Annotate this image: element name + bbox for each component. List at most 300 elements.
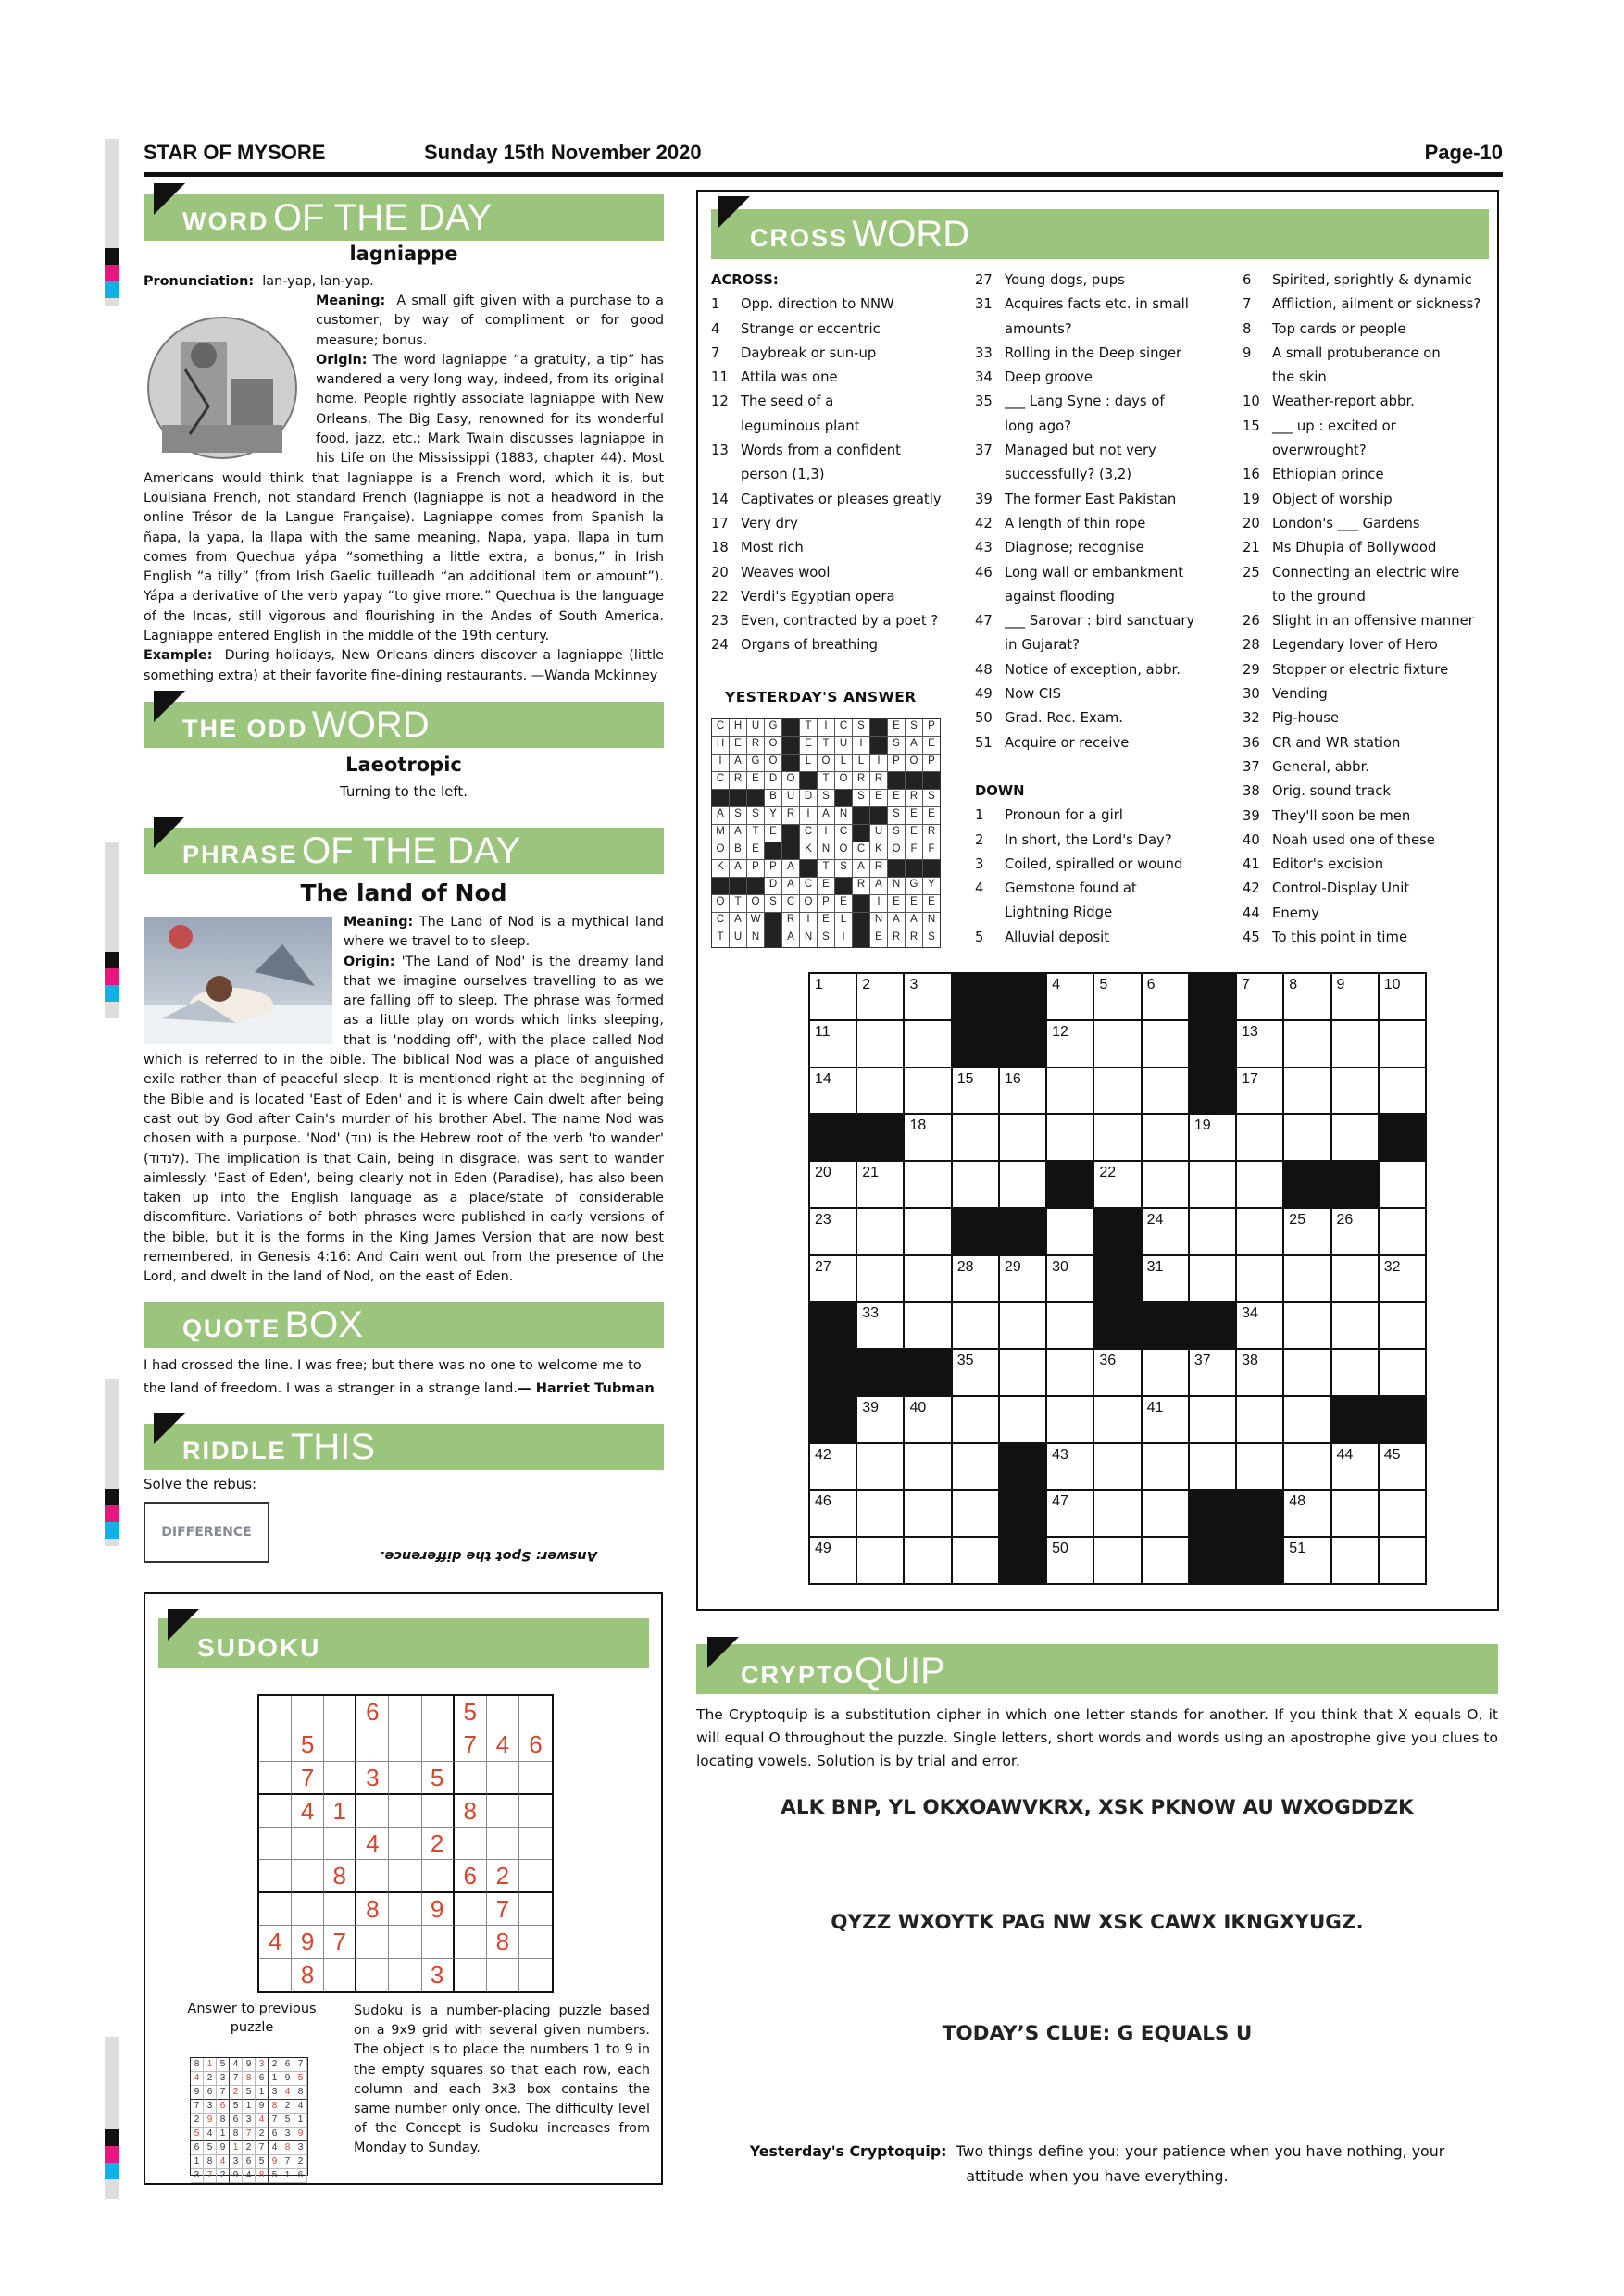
answer-cell: S [835,860,852,877]
crossword-block [1332,1397,1378,1442]
crossword-block [1237,1491,1282,1536]
sudoku-cell[interactable]: 5 [455,1696,487,1728]
sudoku-cell[interactable] [519,1828,552,1860]
sudoku-cell[interactable]: 4 [259,1926,292,1958]
crossword-cell[interactable] [1380,1491,1425,1536]
answer-block [853,825,869,842]
crossword-cell[interactable] [1000,1162,1045,1207]
sudoku-cell[interactable] [356,1926,389,1958]
sudoku-cell[interactable] [292,1893,324,1926]
sudoku-cell[interactable] [422,1728,455,1761]
crossword-cell[interactable] [1190,1397,1235,1442]
crossword-cell[interactable] [1332,1350,1378,1395]
crossword-cell[interactable]: 45 [1380,1444,1425,1490]
crossword-cell[interactable] [1237,1444,1282,1490]
crossword-cell[interactable] [1143,1115,1188,1160]
crossword-cell[interactable] [1143,1162,1188,1207]
crossword-cell[interactable]: 31 [1143,1256,1188,1302]
sudoku-cell[interactable] [259,1696,292,1728]
previous-sudoku-cell: 5 [243,2086,256,2100]
answer-cell: I [800,807,817,824]
crossword-cell[interactable] [1380,1209,1425,1254]
answer-cell: S [818,790,834,806]
crossword-cell[interactable]: 6 [1143,974,1188,1019]
answer-cell: S [888,825,905,842]
crossword-cell[interactable]: 22 [1094,1162,1140,1207]
answer-cell: T [747,825,764,842]
answer-cell: A [712,807,729,824]
crossword-block [810,1350,856,1395]
crossword-cell[interactable] [1284,1256,1330,1302]
crossword-cell[interactable] [1332,1491,1378,1536]
crossword-cell[interactable]: 35 [953,1350,998,1395]
clue-item: 45 To this point in time [1243,930,1408,946]
crossword-cell[interactable]: 47 [1047,1491,1093,1536]
crossword-cell[interactable] [905,1444,950,1490]
crossword-cell[interactable] [1143,1021,1188,1067]
crossword-cell[interactable] [1284,1115,1330,1160]
sudoku-cell[interactable] [389,1795,421,1828]
crossword-cell[interactable] [905,1068,950,1114]
crossword-cell[interactable] [1047,1397,1093,1442]
answer-cell: O [765,755,781,771]
answer-cell: I [870,755,887,771]
crossword-cell[interactable] [1332,1021,1378,1067]
crossword-cell[interactable] [1000,1303,1045,1348]
answer-cell: F [923,842,940,859]
crossword-block [1000,1444,1045,1490]
crossword-cell[interactable]: 27 [810,1256,856,1302]
sudoku-cell[interactable]: 2 [422,1828,455,1860]
sudoku-cell[interactable]: 9 [422,1893,455,1926]
crossword-cell[interactable]: 16 [1000,1068,1045,1114]
sudoku-cell[interactable]: 7 [292,1762,324,1795]
sudoku-cell[interactable] [292,1860,324,1893]
crossword-cell[interactable]: 34 [1237,1303,1282,1348]
sudoku-cell[interactable] [389,1828,421,1860]
answer-cell: T [818,860,834,877]
banner-corner-icon [168,1609,199,1641]
banner-corner-icon [154,183,185,215]
crossword-cell[interactable]: 8 [1284,974,1330,1019]
crossword-cell[interactable] [1380,1021,1425,1067]
crossword-cell[interactable]: 4 [1047,974,1093,1019]
sudoku-cell[interactable] [455,1762,487,1795]
sudoku-cell[interactable] [389,1762,421,1795]
sudoku-cell[interactable] [519,1860,552,1893]
crossword-cell[interactable] [1284,1068,1330,1114]
crossword-cell[interactable] [1094,1444,1140,1490]
sudoku-cell[interactable]: 8 [455,1795,487,1828]
sudoku-instructions: Sudoku is a number-placing puzzle based on a 9x9 grid with several given numbers. The object is to place the numbers 1 to 9 in the empty squares so that each row, each column and each 3x3 box contains the same number only once. The difficulty level of the Concept is Sudoku increases from Monday to Sunday. [354,2003,650,2156]
sudoku-cell[interactable] [356,1860,389,1893]
phrase-title: The land of Nod [300,880,507,906]
sudoku-cell[interactable] [292,1696,324,1728]
crossword-cell[interactable] [857,1068,903,1114]
issue-date: Sunday 15th November 2020 [424,141,702,164]
sudoku-cell[interactable]: 1 [324,1795,356,1828]
crossword-cell[interactable]: 39 [857,1397,903,1442]
crossword-cell[interactable] [857,1491,903,1536]
answer-cell: A [906,737,922,754]
crossword-cell[interactable]: 21 [857,1162,903,1207]
crossword-cell[interactable]: 15 [953,1068,998,1114]
sudoku-cell[interactable] [519,1696,552,1728]
across-clues-col1: ACROSS: 1 Opp. direction to NNW 4 Strange or eccentric 7 Daybreak or sun-up 11 Attila was one 12 The seed of a leguminous plant 13 Words from a confident person (1,3) 14 Captivates or pleases greatly 17 Very dry 18 Most rich 20 Weaves wool 22 Verdi's Egyptian opera 23 Even, contracted by a poet ? 24 Organs of breathing [711,268,980,658]
crossword-cell[interactable] [1380,1303,1425,1348]
crossword-cell[interactable] [1190,1162,1235,1207]
crossword-cell[interactable]: 46 [810,1491,856,1536]
sudoku-cell[interactable] [422,1926,455,1958]
answer-cell: E [906,825,922,842]
sudoku-cell[interactable] [356,1959,389,1991]
crossword-cell[interactable] [1094,1491,1140,1536]
sudoku-cell[interactable] [519,1795,552,1828]
answer-cell: C [712,913,729,930]
crossword-cell[interactable]: 7 [1237,974,1282,1019]
crossword-cell[interactable]: 10 [1380,974,1425,1019]
crossword-cell[interactable] [857,1021,903,1067]
crossword-cell[interactable]: 5 [1094,974,1140,1019]
answer-cell: S [853,719,869,736]
answer-cell: I [818,825,834,842]
crossword-cell[interactable]: 44 [1332,1444,1378,1490]
answer-cell: Y [765,807,781,824]
crossword-cell[interactable]: 32 [1380,1256,1425,1302]
crossword-cell[interactable] [1237,1115,1282,1160]
crossword-cell[interactable] [1190,1444,1235,1490]
crossword-cell[interactable] [905,1209,950,1254]
sudoku-cell[interactable] [389,1959,421,1991]
sudoku-cell[interactable]: 3 [356,1762,389,1795]
answer-block [923,860,940,877]
sudoku-cell[interactable] [422,1696,455,1728]
answer-cell: S [923,930,940,947]
sudoku-cell[interactable] [519,1926,552,1958]
crossword-cell[interactable] [1380,1068,1425,1114]
crossword-cell[interactable] [1237,1209,1282,1254]
sudoku-cell[interactable]: 4 [292,1795,324,1828]
sudoku-cell[interactable] [259,1959,292,1991]
crossword-cell[interactable]: 25 [1284,1209,1330,1254]
sudoku-cell[interactable] [324,1696,356,1728]
sudoku-cell[interactable] [259,1728,292,1761]
crossword-cell[interactable]: 33 [857,1303,903,1348]
answer-cell: R [888,930,905,947]
clue-item: 11 Attila was one [711,369,838,386]
crossword-cell[interactable]: 49 [810,1538,856,1583]
sudoku-cell[interactable] [259,1795,292,1828]
sudoku-cell[interactable] [356,1795,389,1828]
answer-cell: R [853,878,869,894]
sudoku-cell[interactable] [292,1828,324,1860]
crossword-cell[interactable]: 40 [905,1397,950,1442]
crossword-cell[interactable]: 48 [1284,1491,1330,1536]
answer-cell: O [818,755,834,771]
clue-item: 4 Strange or eccentric [711,320,881,337]
crossword-cell[interactable] [1332,1303,1378,1348]
sudoku-cell[interactable]: 8 [324,1860,356,1893]
answer-cell: D [765,878,781,894]
answer-block [765,913,781,930]
cryptoquip-banner: CRYPTOQUIP [696,1644,1498,1694]
previous-sudoku-cell: 8 [243,2072,256,2086]
answer-cell: A [782,860,799,877]
sudoku-cell[interactable]: 8 [292,1959,324,1991]
crossword-cell[interactable] [1380,1162,1425,1207]
crossword-cell[interactable] [953,1397,998,1442]
crossword-cell[interactable] [1047,1303,1093,1348]
crossword-cell[interactable] [1332,1256,1378,1302]
sudoku-cell[interactable] [487,1795,519,1828]
crossword-cell[interactable] [905,1491,950,1536]
previous-sudoku-cell: 1 [243,2100,256,2114]
clue-item: 8 Top cards or people [1243,320,1406,337]
crossword-cell[interactable]: 38 [1237,1350,1282,1395]
crossword-cell[interactable] [1143,1068,1188,1114]
sudoku-cell[interactable] [259,1893,292,1926]
crossword-cell[interactable]: 28 [953,1256,998,1302]
crossword-cell[interactable] [1047,1209,1093,1254]
sudoku-cell[interactable] [259,1762,292,1795]
crossword-cell[interactable]: 11 [810,1021,856,1067]
crossword-cell[interactable] [953,1538,998,1583]
crossword-cell[interactable] [1190,1209,1235,1254]
crossword-cell[interactable] [905,1162,950,1207]
answer-cell: A [888,913,905,930]
crossword-cell[interactable]: 36 [1094,1350,1140,1395]
answer-cell: P [923,719,940,736]
crossword-cell[interactable]: 30 [1047,1256,1093,1302]
crossword-cell[interactable] [905,1256,950,1302]
crossword-cell[interactable] [1332,1068,1378,1114]
answer-cell: R [923,825,940,842]
banner-corner-icon [154,817,185,848]
crossword-cell[interactable] [905,1538,950,1583]
crossword-cell[interactable] [1094,1021,1140,1067]
clue-item: 28 Legendary lover of Hero [1243,637,1438,654]
sudoku-cell[interactable] [519,1762,552,1795]
sudoku-cell[interactable]: 5 [422,1762,455,1795]
crossword-block [1000,1209,1045,1254]
answer-cell: K [870,842,887,859]
crossword-cell[interactable] [953,1162,998,1207]
sudoku-cell[interactable]: 6 [455,1860,487,1893]
crossword-cell[interactable] [1237,1256,1282,1302]
answer-cell: E [923,737,940,754]
sudoku-cell[interactable]: 8 [487,1926,519,1958]
crossword-cell[interactable]: 2 [857,974,903,1019]
crossword-cell[interactable] [1237,1397,1282,1442]
sudoku-cell[interactable] [422,1795,455,1828]
clue-item: 35 ___ Lang Syne : days of [975,393,1165,410]
crossword-cell[interactable] [1143,1350,1188,1395]
phrase-illustration [144,917,336,1048]
sudoku-cell[interactable] [259,1828,292,1860]
crossword-cell[interactable] [1332,1115,1378,1160]
crossword-cell[interactable]: 1 [810,974,856,1019]
crossword-cell[interactable] [1094,1115,1140,1160]
sudoku-cell[interactable]: 6 [519,1728,552,1761]
sudoku-cell[interactable]: 9 [292,1926,324,1958]
sudoku-cell[interactable] [455,1959,487,1991]
clue-item: 31 Acquires facts etc. in small [975,296,1189,313]
crossword-cell[interactable] [1000,1350,1045,1395]
crossword-cell[interactable]: 43 [1047,1444,1093,1490]
crossword-cell[interactable]: 37 [1190,1350,1235,1395]
answer-cell: S [853,790,869,806]
sudoku-cell[interactable] [455,1893,487,1926]
crossword-cell[interactable]: 41 [1143,1397,1188,1442]
crossword-cell[interactable]: 19 [1190,1115,1235,1160]
crossword-cell[interactable] [1284,1444,1330,1490]
sudoku-cell[interactable] [487,1762,519,1795]
crossword-cell[interactable]: 20 [810,1162,856,1207]
answer-cell: I [818,719,834,736]
clue-item: to the ground [1272,588,1366,605]
crossword-cell[interactable] [1047,1350,1093,1395]
crossword-cell[interactable]: 23 [810,1209,856,1254]
crossword-cell[interactable]: 24 [1143,1209,1188,1254]
crossword-cell[interactable] [1143,1538,1188,1583]
sudoku-cell[interactable]: 4 [356,1828,389,1860]
sudoku-cell[interactable] [324,1893,356,1926]
answer-cell: E [870,930,887,947]
crossword-cell[interactable] [953,1115,998,1160]
crossword-cell[interactable] [1143,1444,1188,1490]
previous-sudoku-cell: 4 [204,2128,217,2141]
answer-cell: T [730,895,746,912]
sudoku-cell[interactable] [389,1860,421,1893]
crossword-cell[interactable] [1380,1538,1425,1583]
crossword-cell[interactable] [857,1209,903,1254]
crossword-cell[interactable]: 14 [810,1068,856,1114]
crossword-cell[interactable] [1284,1021,1330,1067]
sudoku-cell[interactable]: 7 [455,1728,487,1761]
sudoku-cell[interactable] [455,1828,487,1860]
crossword-cell[interactable] [1094,1397,1140,1442]
sudoku-cell[interactable] [389,1696,421,1728]
crossword-cell[interactable] [1284,1303,1330,1348]
sudoku-cell[interactable]: 3 [422,1959,455,1991]
crossword-cell[interactable]: 51 [1284,1538,1330,1583]
sudoku-cell[interactable] [422,1860,455,1893]
sudoku-cell[interactable]: 8 [356,1893,389,1926]
crossword-cell[interactable]: 13 [1237,1021,1282,1067]
crossword-cell[interactable] [1380,1350,1425,1395]
crossword-cell[interactable]: 50 [1047,1538,1093,1583]
crossword-block [1143,1303,1188,1348]
sudoku-cell[interactable] [259,1860,292,1893]
sudoku-cell[interactable] [324,1959,356,1991]
crossword-cell[interactable]: 17 [1237,1068,1282,1114]
crossword-cell[interactable]: 12 [1047,1021,1093,1067]
crossword-cell[interactable] [1000,1115,1045,1160]
sudoku-cell[interactable] [389,1926,421,1958]
answer-cell: R [870,860,887,877]
crossword-cell[interactable] [857,1538,903,1583]
crossword-grid[interactable] [808,972,1427,1585]
answer-block [765,842,781,859]
sudoku-cell[interactable] [519,1959,552,1991]
answer-cell: N [747,930,764,947]
sudoku-cell[interactable]: 6 [356,1696,389,1728]
crossword-cell[interactable] [953,1491,998,1536]
crossword-cell[interactable]: 26 [1332,1209,1378,1254]
crossword-cell[interactable] [1094,1538,1140,1583]
previous-sudoku-cell: 9 [191,2086,204,2100]
crossword-cell[interactable] [857,1256,903,1302]
sudoku-cell[interactable]: 2 [487,1860,519,1893]
crossword-cell[interactable] [905,1021,950,1067]
sudoku-cell[interactable] [356,1728,389,1761]
answer-cell: S [747,807,764,824]
crossword-cell[interactable] [1143,1491,1188,1536]
sudoku-grid[interactable] [257,1694,554,1993]
crossword-cell[interactable] [1047,1115,1093,1160]
crossword-cell[interactable]: 18 [905,1115,950,1160]
crossword-cell[interactable] [1284,1397,1330,1442]
crossword-cell[interactable] [1332,1538,1378,1583]
crossword-cell[interactable]: 3 [905,974,950,1019]
clue-item: 19 Object of worship [1243,491,1393,507]
crossword-cell[interactable] [953,1444,998,1490]
sudoku-cell[interactable] [487,1959,519,1991]
sudoku-cell[interactable] [519,1893,552,1926]
sudoku-cell[interactable]: 4 [487,1728,519,1761]
previous-sudoku-cell: 3 [217,2072,230,2086]
phrase-article: Meaning: The Land of Nod is a mythical land where we travel to to sleep. Origin: 'The Land of Nod' is the dreamy land that we imagine ourselves travelling to as we are falling off to sleep. The phrase was formed as a little play on words which links sleeping, that is 'nodding off', with the place called Nod which is referred to in the bible. The biblical Nod was a place of anguished exile rather than of peaceful sleep. It is mentioned right at the beginning of the Bible and is located 'East of Eden' and it is where Cain dwelt after being cast out by God after Cain's murder of his brother Abel. The name Nod was chosen with a purpose. 'Nod' (נוד) is the Hebrew root of the verb 'to wander' (לנדוד). The implication is that Cain, being in disgrace, was sent to wander aimlessly. 'East of Eden', being clearly not in Eden (Paradise), has also been taken up into the English language as a place/state of considerable discomfiture. Variations of both phrases were published in early versions of the bible, but it is the forms in the King James Version that are now best remembered, in Genesis 4:16: And Cain went out from the presence of the Lord, and dwelt in the land of Nod, on the east of Eden. [144,915,664,1285]
crossword-cell[interactable]: 9 [1332,974,1378,1019]
answer-cell: S [923,790,940,806]
crossword-cell[interactable] [1190,1256,1235,1302]
crossword-cell[interactable] [1284,1350,1330,1395]
sudoku-cell[interactable] [389,1728,421,1761]
banner-corner-icon [154,1413,185,1444]
sudoku-cell[interactable]: 7 [487,1893,519,1926]
sudoku-cell[interactable] [455,1926,487,1958]
answer-block [906,860,922,877]
crossword-cell[interactable] [1047,1068,1093,1114]
crossword-block [1094,1209,1140,1254]
across-clues-col2: 27 Young dogs, pups 31 Acquires facts etc. in small amounts? 33 Rolling in the Deep singer 34 Deep groove 35 ___ Lang Syne : days of long ago? 37 Managed but not very successfully? (3,2) 39 The former East Pakistan 42 A length of thin rope 43 Diagnose; recognise 46 Long wall or embankment against flooding 47 ___ Sarovar : bird sanctuary in Gujarat? 48 Notice of exception, abbr. 49 Now CIS 50 Grad. Rec. Exam. 51 Acquire or receive DOWN 1 Pronoun for a girl 2 In short, the Lord's Day? 3 Coiled, spiralled or wound 4 Gemstone found at Lightning Ridge 5 Alluvial deposit [975,268,1243,950]
down-clues-col3 [1243,268,1493,950]
sudoku-cell[interactable] [487,1828,519,1860]
crossword-cell[interactable] [953,1303,998,1348]
crossword-cell[interactable] [905,1303,950,1348]
sudoku-cell[interactable] [324,1828,356,1860]
sudoku-cell[interactable] [324,1762,356,1795]
answer-cell: E [923,895,940,912]
crossword-cell[interactable] [1000,1397,1045,1442]
sudoku-cell[interactable] [324,1728,356,1761]
crossword-cell[interactable] [1237,1162,1282,1207]
previous-sudoku-cell: 5 [191,2128,204,2141]
answer-cell: S [818,930,834,947]
sudoku-cell[interactable]: 7 [324,1926,356,1958]
sudoku-cell[interactable]: 5 [292,1728,324,1761]
sudoku-cell[interactable] [389,1893,421,1926]
crossword-cell[interactable] [1094,1068,1140,1114]
answer-cell: C [800,878,817,894]
sudoku-cell[interactable] [487,1696,519,1728]
crossword-cell[interactable] [857,1444,903,1490]
answer-cell: B [730,842,746,859]
registration-strip-2 [105,842,119,1018]
crossword-block [1190,1538,1235,1583]
crossword-cell[interactable]: 29 [1000,1256,1045,1302]
crossword-cell[interactable]: 42 [810,1444,856,1490]
